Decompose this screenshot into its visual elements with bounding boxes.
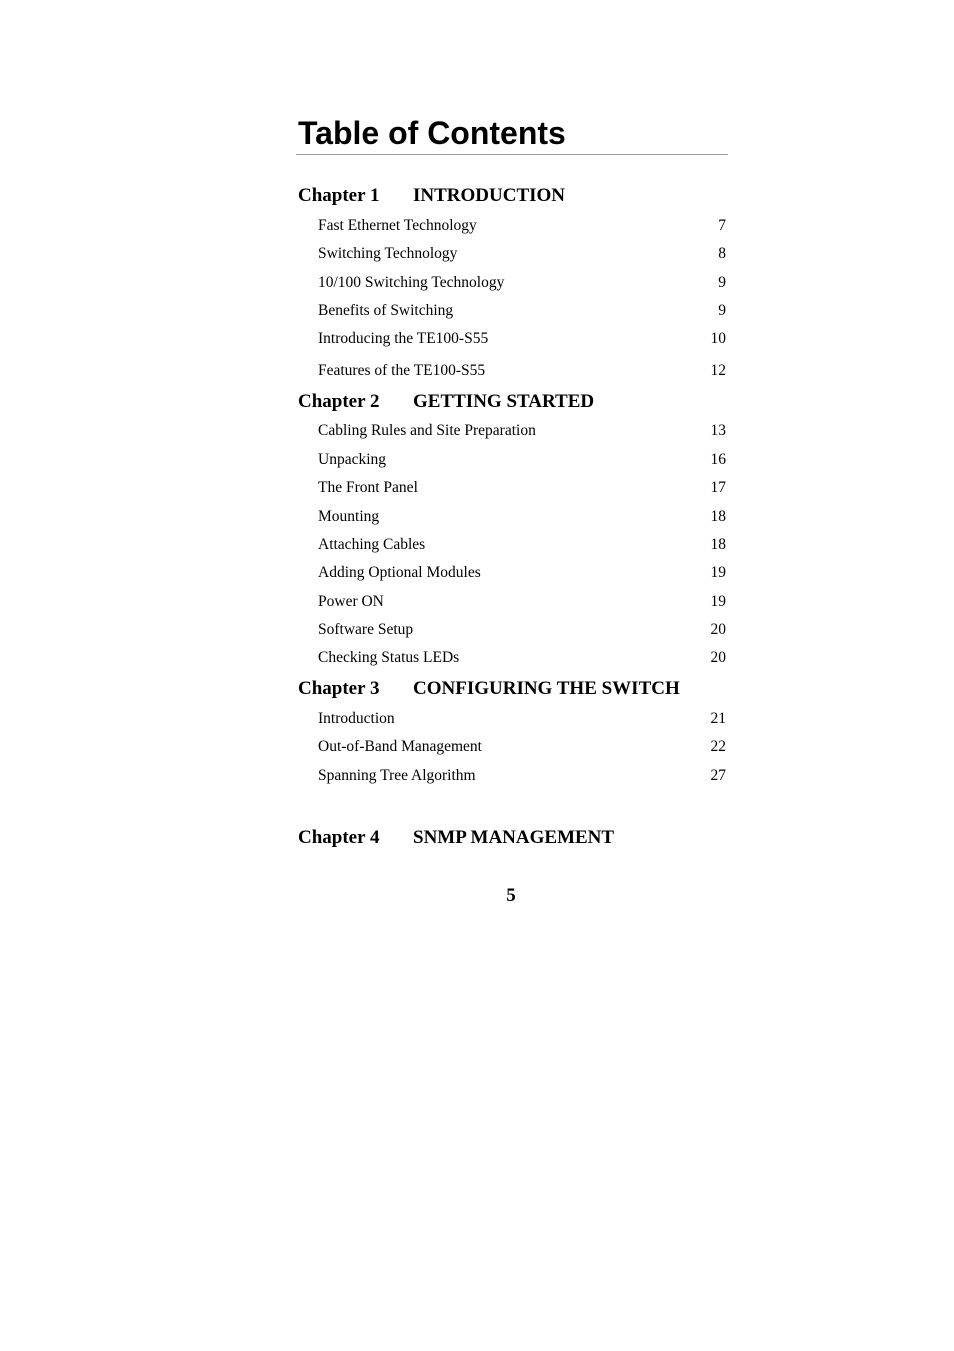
toc-entry[interactable] — [318, 215, 726, 237]
toc-entry-title: Out-of-Band Management — [318, 738, 482, 755]
chapter-heading-3[interactable] — [298, 676, 728, 702]
chapter-number: Chapter 2 — [298, 391, 380, 412]
toc-entry[interactable] — [318, 328, 726, 350]
chapter-title: CONFIGURING THE SWITCH — [413, 678, 680, 699]
toc-entry[interactable] — [318, 619, 726, 641]
toc-entry-title: Attaching Cables — [318, 536, 426, 553]
toc-entry-page: 17 — [710, 479, 726, 496]
toc-entry-title: Switching Technology — [318, 245, 458, 262]
toc-entry[interactable] — [318, 562, 726, 584]
chapter-title: SNMP MANAGEMENT — [413, 827, 615, 848]
toc-entry-title: Power ON — [318, 593, 384, 610]
toc-entry-page: 7 — [718, 217, 726, 234]
toc-entry[interactable] — [318, 272, 726, 294]
chapter-heading-4[interactable] — [298, 825, 728, 851]
toc-entry-page: 12 — [710, 362, 726, 379]
toc-entry-title: Checking Status LEDs — [318, 649, 460, 666]
chapter-number: Chapter 1 — [298, 185, 380, 206]
toc-entry[interactable] — [318, 506, 726, 528]
toc-entry-title: The Front Panel — [318, 479, 418, 496]
page-number: 5 — [506, 885, 516, 906]
toc-entry-page: 22 — [710, 738, 726, 755]
chapter-heading-1[interactable] — [298, 183, 728, 209]
toc-entry-title: 10/100 Switching Technology — [318, 274, 505, 291]
toc-entry[interactable] — [318, 591, 726, 613]
toc-entry[interactable] — [318, 360, 726, 382]
toc-entry-page: 21 — [710, 710, 726, 727]
toc-entry-page: 20 — [710, 621, 726, 638]
toc-entry-page: 9 — [718, 302, 726, 319]
toc-entry[interactable] — [318, 477, 726, 499]
toc-entry-title: Cabling Rules and Site Preparation — [318, 422, 536, 439]
toc-entry-page: 18 — [710, 536, 726, 553]
toc-entry-page: 10 — [710, 330, 726, 347]
toc-entry[interactable] — [318, 765, 726, 787]
toc-entry-title: Benefits of Switching — [318, 302, 454, 319]
toc-entry[interactable] — [318, 647, 726, 669]
toc-entry-title: Introduction — [318, 710, 395, 727]
toc-entry-title: Adding Optional Modules — [318, 564, 481, 581]
toc-entry-page: 13 — [710, 422, 726, 439]
toc-entry-page: 20 — [710, 649, 726, 666]
toc-entry-title: Software Setup — [318, 621, 414, 638]
toc-entry-page: 18 — [710, 508, 726, 525]
toc-entry-title: Mounting — [318, 508, 380, 525]
toc-entry-page: 27 — [710, 767, 726, 784]
toc-entry[interactable] — [318, 708, 726, 730]
toc-entry[interactable] — [318, 449, 726, 471]
toc-entry-title: Unpacking — [318, 451, 387, 468]
toc-entry-title: Introducing the TE100-S55 — [318, 330, 489, 347]
page-title: Table of Contents — [298, 115, 566, 151]
chapter-heading-2[interactable] — [298, 389, 728, 415]
toc-entry-title: Spanning Tree Algorithm — [318, 767, 476, 784]
toc-entry[interactable] — [318, 736, 726, 758]
chapter-number: Chapter 4 — [298, 827, 380, 848]
chapter-title: INTRODUCTION — [413, 185, 566, 206]
toc-entry-page: 19 — [710, 593, 726, 610]
toc-entry-page: 8 — [718, 245, 726, 262]
toc-entry-page: 19 — [710, 564, 726, 581]
toc-entry[interactable] — [318, 243, 726, 265]
chapter-number: Chapter 3 — [298, 678, 380, 699]
toc-entry-title: Fast Ethernet Technology — [318, 217, 477, 234]
toc-entry[interactable] — [318, 420, 726, 442]
toc-entry-title: Features of the TE100-S55 — [318, 362, 486, 379]
toc-entry-page: 9 — [718, 274, 726, 291]
title-divider — [296, 154, 728, 155]
toc-entry-page: 16 — [710, 451, 726, 468]
chapter-title: GETTING STARTED — [413, 391, 595, 412]
toc-entry[interactable] — [318, 534, 726, 556]
toc-entry[interactable] — [318, 300, 726, 322]
